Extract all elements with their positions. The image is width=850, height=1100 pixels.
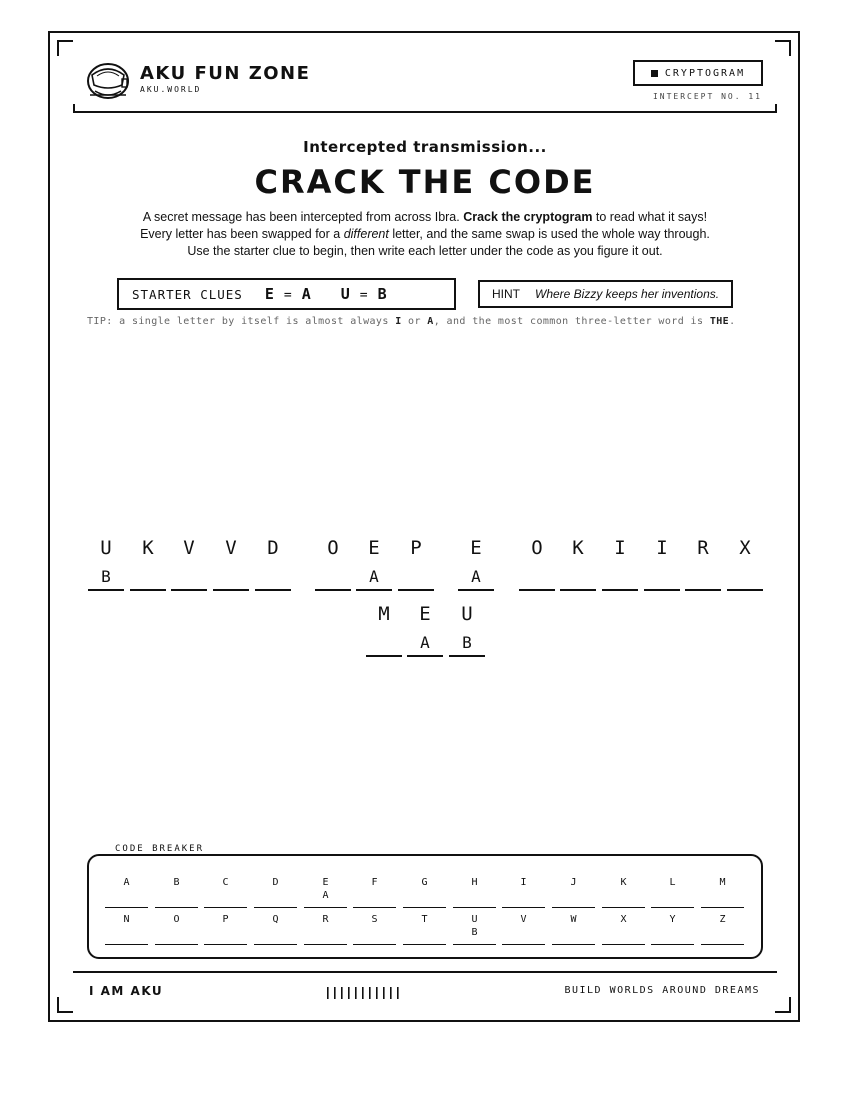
key-line bbox=[254, 944, 297, 945]
key-line bbox=[502, 907, 545, 908]
answer-letter: A bbox=[471, 567, 481, 586]
key-line bbox=[155, 944, 198, 945]
key-line bbox=[602, 907, 645, 908]
key-line bbox=[403, 907, 446, 908]
corner-mark-top-left bbox=[57, 40, 73, 56]
key-letter: U bbox=[471, 914, 478, 925]
intro-line-3: Use the starter clue to begin, then write each letter under the code as you figure it out. bbox=[187, 244, 663, 258]
cipher-letter: D bbox=[267, 537, 279, 559]
kicker-text: Intercepted transmission... bbox=[303, 138, 547, 156]
clue-plain-letter: B bbox=[377, 285, 387, 303]
cipher-letter: K bbox=[142, 537, 154, 559]
tip-bold: A bbox=[427, 316, 434, 327]
cipher-letter: U bbox=[461, 603, 473, 625]
key-line bbox=[651, 944, 694, 945]
key-line bbox=[155, 907, 198, 908]
key-letter: S bbox=[371, 914, 378, 925]
answer-line bbox=[130, 589, 166, 591]
cipher-letter: I bbox=[656, 537, 668, 559]
tip-span: , and the most common three-letter word is bbox=[433, 316, 710, 327]
key-letter: B bbox=[173, 877, 180, 888]
key-letter: Q bbox=[272, 914, 279, 925]
page-title: CRACK THE CODE bbox=[254, 163, 596, 201]
cipher-letter: V bbox=[183, 537, 195, 559]
key-letter: C bbox=[222, 877, 229, 888]
key-answer: B bbox=[471, 927, 478, 938]
answer-line bbox=[255, 589, 291, 591]
tip-span: or bbox=[401, 316, 428, 327]
key-letter: V bbox=[520, 914, 527, 925]
starter-clues-label: STARTER CLUES bbox=[132, 286, 243, 302]
key-line bbox=[105, 907, 148, 908]
intro-line-1 bbox=[100, 209, 750, 226]
code-breaker-label-underline bbox=[107, 854, 212, 855]
intro-text bbox=[100, 209, 750, 260]
answer-letter: A bbox=[369, 567, 379, 586]
key-line bbox=[552, 907, 595, 908]
key-letter: P bbox=[222, 914, 229, 925]
key-line bbox=[453, 907, 496, 908]
key-letter: X bbox=[620, 914, 627, 925]
brand-site: AKU.WORLD bbox=[140, 85, 202, 94]
key-line bbox=[254, 907, 297, 908]
key-line bbox=[353, 907, 396, 908]
answer-line bbox=[213, 589, 249, 591]
starter-clue bbox=[341, 285, 387, 303]
tip-text bbox=[87, 316, 767, 327]
corner-mark-bottom-left bbox=[57, 997, 73, 1013]
footer-tagline-left: I AM AKU bbox=[89, 984, 164, 998]
cipher-letter: M bbox=[378, 603, 390, 625]
tip-span: TIP: a single letter by itself is almost always bbox=[87, 316, 396, 327]
key-letter: R bbox=[322, 914, 329, 925]
cipher-letter: U bbox=[100, 537, 112, 559]
answer-line bbox=[366, 655, 402, 657]
cipher-letter: O bbox=[531, 537, 543, 559]
clue-plain-letter: A bbox=[301, 285, 311, 303]
key-letter: I bbox=[520, 877, 527, 888]
cipher-letter: E bbox=[419, 603, 431, 625]
cipher-letter: P bbox=[410, 537, 422, 559]
key-letter: Y bbox=[669, 914, 676, 925]
answer-letter: B bbox=[462, 633, 472, 652]
key-line bbox=[552, 944, 595, 945]
key-line bbox=[204, 944, 247, 945]
key-letter: L bbox=[669, 877, 676, 888]
key-line bbox=[602, 944, 645, 945]
intro-text-span: Every letter has been swapped for a bbox=[140, 227, 344, 241]
hint-box bbox=[478, 280, 733, 308]
key-line bbox=[453, 944, 496, 945]
corner-mark-top-right bbox=[775, 40, 791, 56]
brand-name: AKU FUN ZONE bbox=[140, 63, 311, 84]
intro-line-2 bbox=[100, 226, 750, 243]
key-letter: D bbox=[272, 877, 279, 888]
tip-bold: I bbox=[395, 316, 402, 327]
key-line bbox=[204, 907, 247, 908]
intro-italic: different bbox=[343, 227, 389, 241]
key-line bbox=[353, 944, 396, 945]
clue-code-letter: E bbox=[264, 285, 274, 303]
cipher-letter: O bbox=[327, 537, 339, 559]
key-letter: N bbox=[123, 914, 130, 925]
key-line bbox=[105, 944, 148, 945]
key-letter: A bbox=[123, 877, 130, 888]
corner-mark-bottom-right bbox=[775, 997, 791, 1013]
code-breaker-label: CODE BREAKER bbox=[107, 844, 212, 854]
key-letter: Z bbox=[719, 914, 726, 925]
starter-clue bbox=[265, 285, 311, 303]
answer-letter: A bbox=[420, 633, 430, 652]
key-letter: K bbox=[620, 877, 627, 888]
answer-line bbox=[519, 589, 555, 591]
key-line bbox=[304, 907, 347, 908]
answer-line bbox=[685, 589, 721, 591]
key-line bbox=[403, 944, 446, 945]
header-divider bbox=[73, 111, 777, 113]
key-line bbox=[651, 907, 694, 908]
category-badge-label: CRYPTOGRAM bbox=[664, 67, 746, 79]
answer-line bbox=[449, 655, 485, 657]
cipher-letter: R bbox=[697, 537, 709, 559]
tip-bold: THE bbox=[709, 316, 730, 327]
square-icon bbox=[651, 70, 658, 77]
answer-line bbox=[407, 655, 443, 657]
astronaut-helmet-icon bbox=[86, 61, 130, 101]
key-answer: A bbox=[322, 890, 329, 901]
key-letter: F bbox=[371, 877, 378, 888]
category-badge bbox=[633, 60, 763, 86]
key-line bbox=[304, 944, 347, 945]
footer-divider bbox=[73, 971, 777, 973]
intro-text-span: letter, and the same swap is used the whole way through. bbox=[388, 227, 710, 241]
key-line bbox=[701, 944, 744, 945]
key-line bbox=[701, 907, 744, 908]
tip-span: . bbox=[729, 316, 736, 327]
header-divider-tick-left bbox=[73, 104, 75, 113]
answer-line bbox=[560, 589, 596, 591]
key-letter: M bbox=[719, 877, 726, 888]
key-letter: W bbox=[570, 914, 577, 925]
intro-text-span: A secret message has been intercepted from across Ibra. bbox=[142, 210, 464, 224]
clue-equals: = bbox=[283, 288, 292, 303]
hint-label: HINT bbox=[492, 287, 520, 301]
intro-text-span: to read what it says! bbox=[592, 210, 708, 224]
key-line bbox=[502, 944, 545, 945]
cipher-letter: V bbox=[225, 537, 237, 559]
answer-line bbox=[727, 589, 763, 591]
cipher-letter: K bbox=[572, 537, 584, 559]
cipher-letter: E bbox=[470, 537, 482, 559]
answer-line bbox=[88, 589, 124, 591]
answer-line bbox=[398, 589, 434, 591]
key-letter: T bbox=[421, 914, 428, 925]
clue-equals: = bbox=[359, 288, 368, 303]
intro-emphasis: Crack the cryptogram bbox=[463, 210, 593, 224]
footer-tagline-right: BUILD WORLDS AROUND DREAMS bbox=[564, 985, 760, 996]
key-letter: G bbox=[421, 877, 428, 888]
answer-line bbox=[602, 589, 638, 591]
answer-letter: B bbox=[101, 567, 111, 586]
cipher-letter: I bbox=[614, 537, 626, 559]
key-letter: J bbox=[570, 877, 577, 888]
answer-line bbox=[644, 589, 680, 591]
key-letter: O bbox=[173, 914, 180, 925]
cipher-letter: E bbox=[368, 537, 380, 559]
header-divider-tick-right bbox=[775, 104, 777, 113]
key-letter: E bbox=[322, 877, 329, 888]
answer-line bbox=[171, 589, 207, 591]
intercept-number: INTERCEPT NO. 11 bbox=[652, 92, 762, 101]
answer-line bbox=[356, 589, 392, 591]
cipher-letter: X bbox=[739, 537, 751, 559]
barcode-icon bbox=[327, 986, 402, 998]
answer-line bbox=[458, 589, 494, 591]
clue-code-letter: U bbox=[340, 285, 350, 303]
answer-line bbox=[315, 589, 351, 591]
starter-clues-box bbox=[117, 278, 456, 310]
hint-text: Where Bizzy keeps her inventions. bbox=[535, 287, 720, 301]
key-letter: H bbox=[471, 877, 478, 888]
